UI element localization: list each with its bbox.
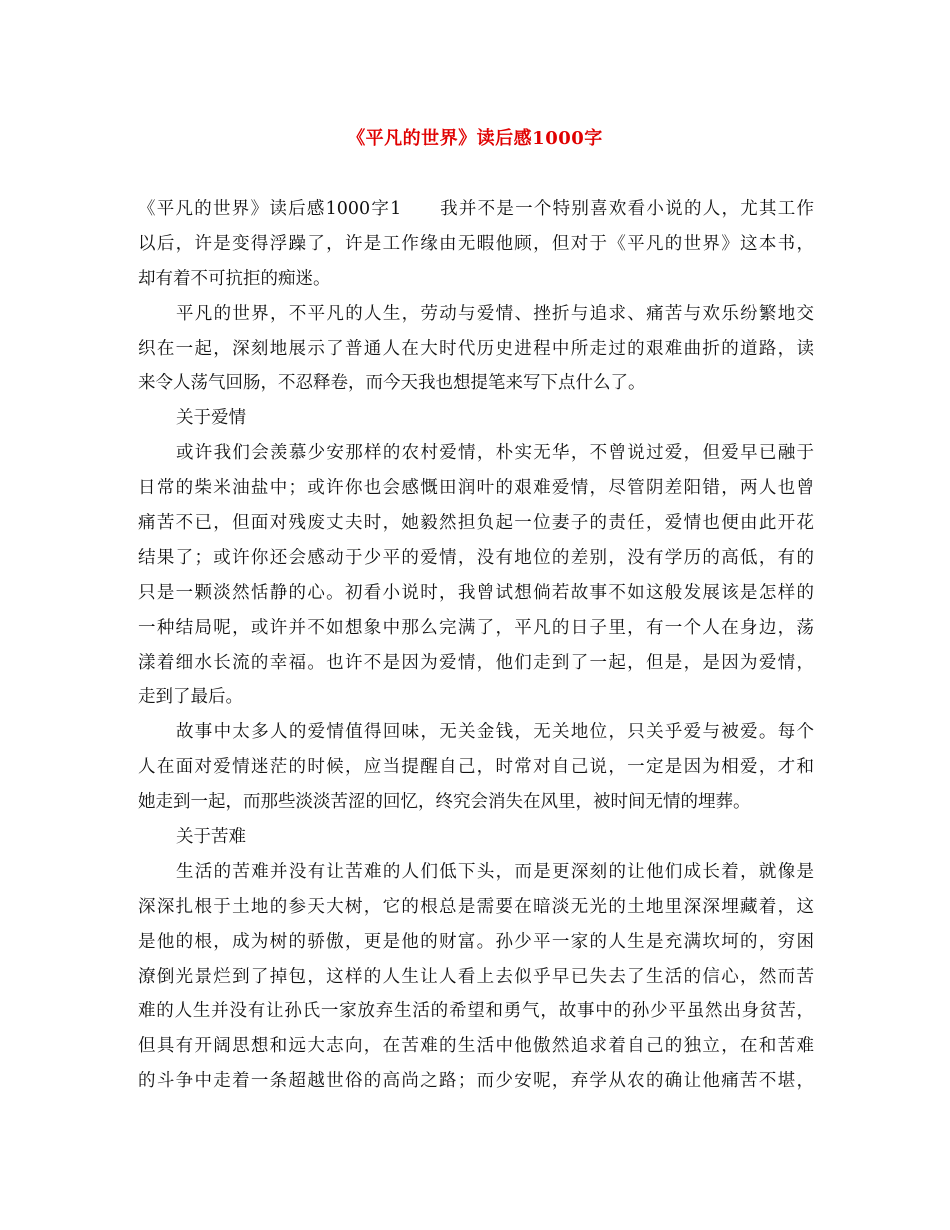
text-line: 以后，许是变得浮躁了，许是工作缘由无暇他顾，但对于《平凡的世界》这本书， [138,233,814,254]
text-line: 或许我们会羡慕少安那样的农村爱情，朴实无华，不曾说过爱，但爱早已融于 [176,443,814,464]
text-line: 却有着不可抗拒的痴迷。 [138,268,331,289]
text-line: 漾着细水长流的幸福。也许不是因为爱情，他们走到了一起，但是，是因为爱情， [138,652,814,673]
text-line: 关于苦难 [176,827,246,848]
text-line: 日常的柴米油盐中；或许你也会感慨田润叶的艰难爱情，尽管阴差阳错，两人也曾 [138,478,814,499]
text-line: 织在一起，深刻地展示了普通人在大时代历史进程中所走过的艰难曲折的道路，读 [138,338,814,359]
text-line: 来令人荡气回肠，不忍释卷，而今天我也想提笔来写下点什么了。 [138,373,646,394]
text-line: 只是一颗淡然恬静的心。初看小说时，我曾试想倘若故事不如这般发展该是怎样的 [138,582,814,603]
text-line: 生活的苦难并没有让苦难的人们低下头，而是更深刻的让他们成长着，就像是 [176,861,814,882]
text-line: 难的人生并没有让孙氏一家放弃生活的希望和勇气，故事中的孙少平虽然出身贫苦， [138,1001,814,1022]
text-line: 她走到一起，而那些淡淡苦涩的回忆，终究会消失在风里，被时间无情的埋葬。 [138,792,751,813]
text-line: 结果了；或许你还会感动于少平的爱情，没有地位的差别，没有学历的高低，有的 [138,547,814,568]
text-line: 深深扎根于土地的参天大树，它的根总是需要在暗淡无光的土地里深深埋藏着，这 [138,896,814,917]
text-line: 走到了最后。 [138,687,243,708]
document-title: 《平凡的世界》读后感1000字 [347,128,603,149]
text-line: 人在面对爱情迷茫的时候，应当提醒自己，时常对自己说，一定是因为相爱，才和 [138,757,814,778]
text-line: 平凡的世界，不平凡的人生，劳动与爱情、挫折与追求、痛苦与欢乐纷繁地交 [176,303,814,324]
text-line: 痛苦不已，但面对残废丈夫时，她毅然担负起一位妻子的责任，爱情也便由此开花 [138,513,814,534]
text-line: 《平凡的世界》读后感1000字1 我并不是一个特别喜欢看小说的人，尤其工作 [138,199,814,219]
text-line: 的斗争中走着一条超越世俗的高尚之路；而少安呢，弃学从农的确让他痛苦不堪， [138,1071,814,1092]
text-line: 潦倒光景烂到了掉包，这样的人生让人看上去似乎早已失去了生活的信心，然而苦 [138,966,814,987]
text-line: 关于爱情 [176,408,246,429]
text-line: 是他的根，成为树的骄傲，更是他的财富。孙少平一家的人生是充满坎坷的，穷困 [138,931,814,952]
text-line: 故事中太多人的爱情值得回味，无关金钱，无关地位，只关乎爱与被爱。每个 [176,722,814,743]
text-line: 一种结局呢，或许并不如想象中那么完满了，平凡的日子里，有一个人在身边，荡 [138,617,814,638]
text-line: 但具有开阔思想和远大志向，在苦难的生活中他傲然追求着自己的独立，在和苦难 [138,1036,814,1057]
document-body [138,192,814,1099]
